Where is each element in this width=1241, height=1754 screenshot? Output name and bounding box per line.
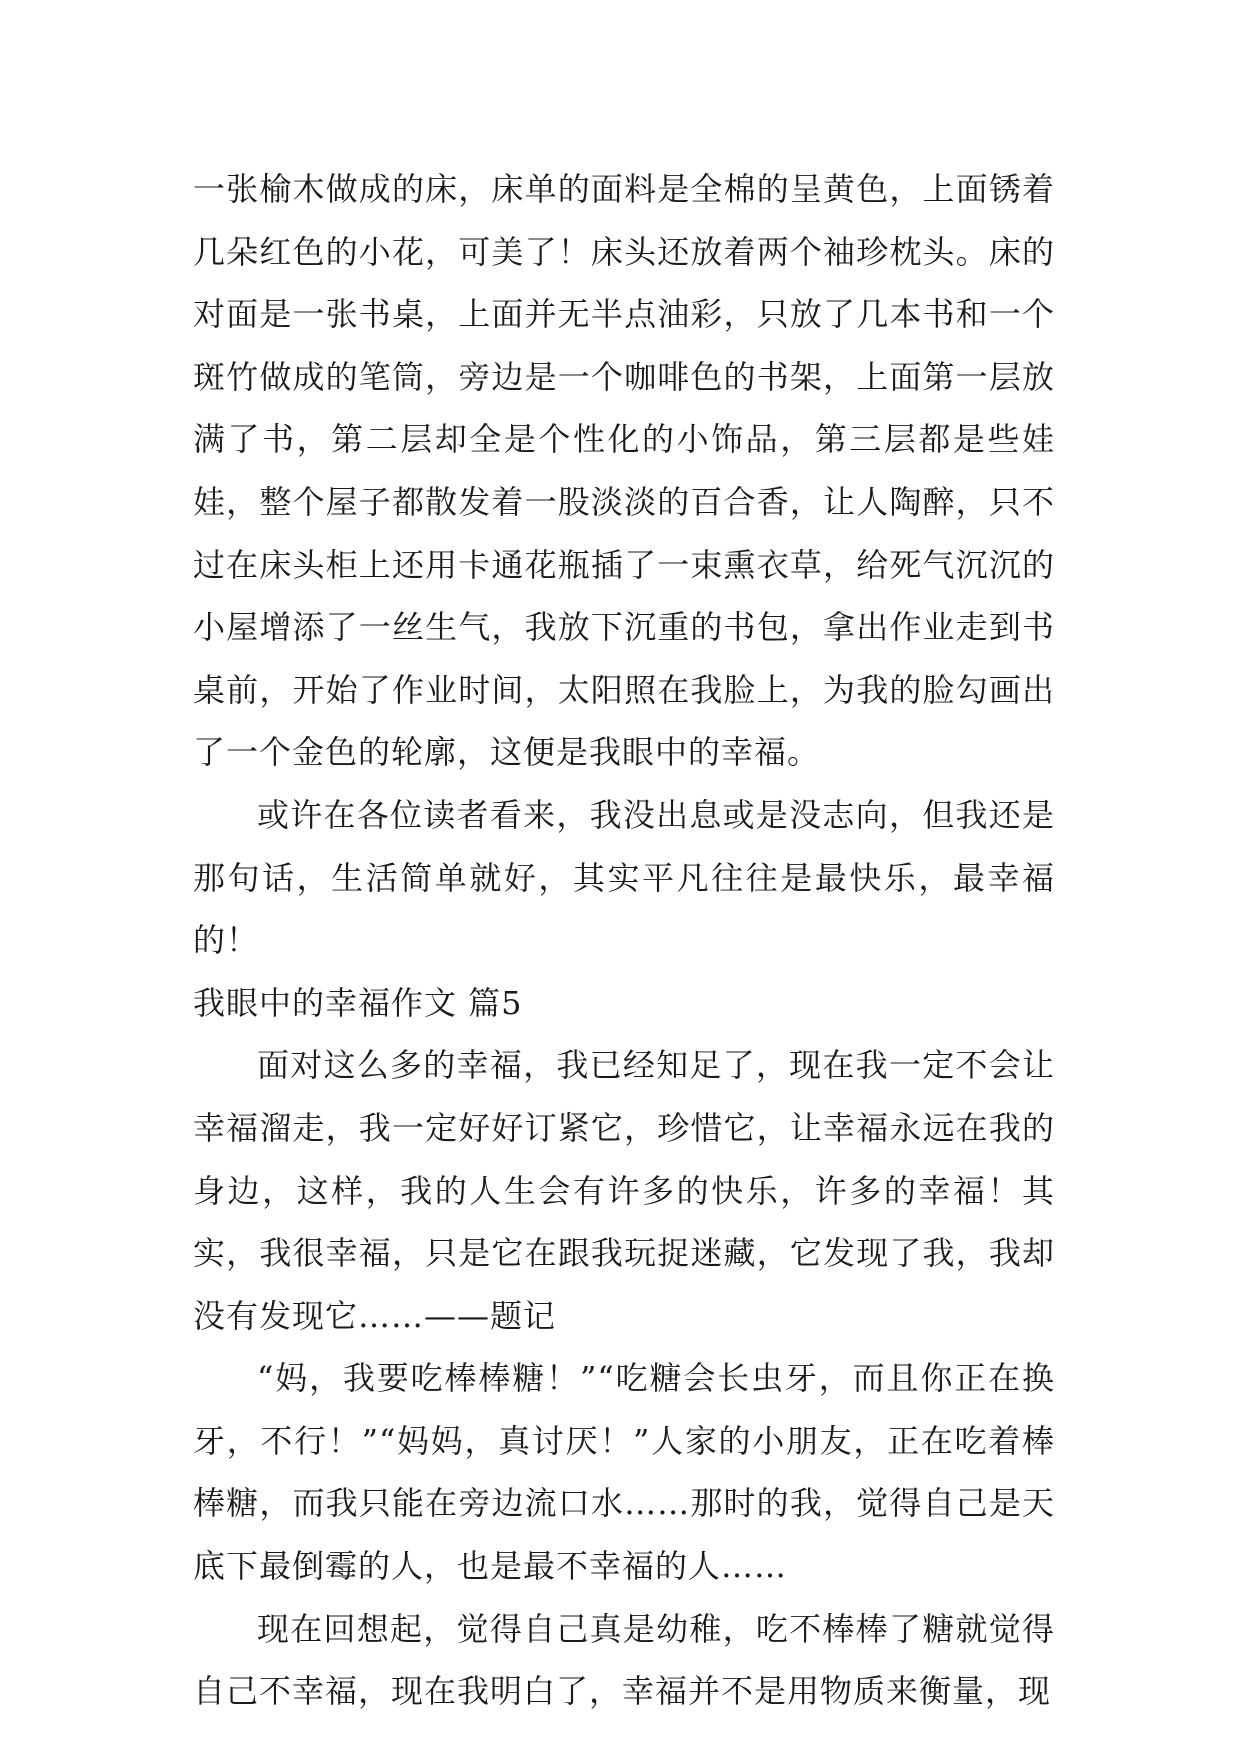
paragraph: “妈，我要吃棒棒糖！”“吃糖会长虫牙，而且你正在换牙，不行！”“妈妈，真讨厌！”人家的小朋友，正在吃着棒棒糖，而我只能在旁边流口水……那时的我，觉得自己是天底下最倒霉的人，也是最不幸福的人…… <box>193 1359 1055 1586</box>
paragraph: 或许在各位读者看来，我没出息或是没志向，但我还是那句话，生活简单就好，其实平凡往往是最快乐，最幸福的！ <box>193 795 1055 960</box>
paragraph: 现在回想起，觉得自己真是幼稚，吃不棒棒了糖就觉得自己不幸福，现在我明白了，幸福并不是用物质来衡量，现 <box>193 1609 1055 1711</box>
section-heading: 我眼中的幸福作文 篇5 <box>193 983 523 1022</box>
paragraph: 面对这么多的幸福，我已经知足了，现在我一定不会让幸福溜走，我一定好好订紧它，珍惜它，让幸福永远在我的身边，这样，我的人生会有许多的快乐，许多的幸福！其实，我很幸福，只是它在跟我玩捉迷藏，它发现了我，我却没有发现它……——题记 <box>193 1046 1055 1335</box>
paragraph: 一张榆木做成的床，床单的面料是全棉的呈黄色，上面锈着几朵红色的小花，可美了！床头还放着两个袖珍枕头。床的对面是一张书桌，上面并无半点油彩，只放了几本书和一个斑竹做成的笔筒，旁边是一个咖啡色的书架，上面第一层放满了书，第二层却全是个性化的小饰品，第三层都是些娃娃，整个屋子都散发着一股淡淡的百合香，让人陶醉，只不过在床头柜上还用卡通花瓶插了一束熏衣草，给死气沉沉的小屋增添了一丝生气，我放下沉重的书包，拿出作业走到书桌前，开始了作业时间，太阳照在我脸上，为我的脸勾画出了一个金色的轮廓，这便是我眼中的幸福。 <box>193 170 1055 772</box>
document-body <box>193 158 1055 1723</box>
